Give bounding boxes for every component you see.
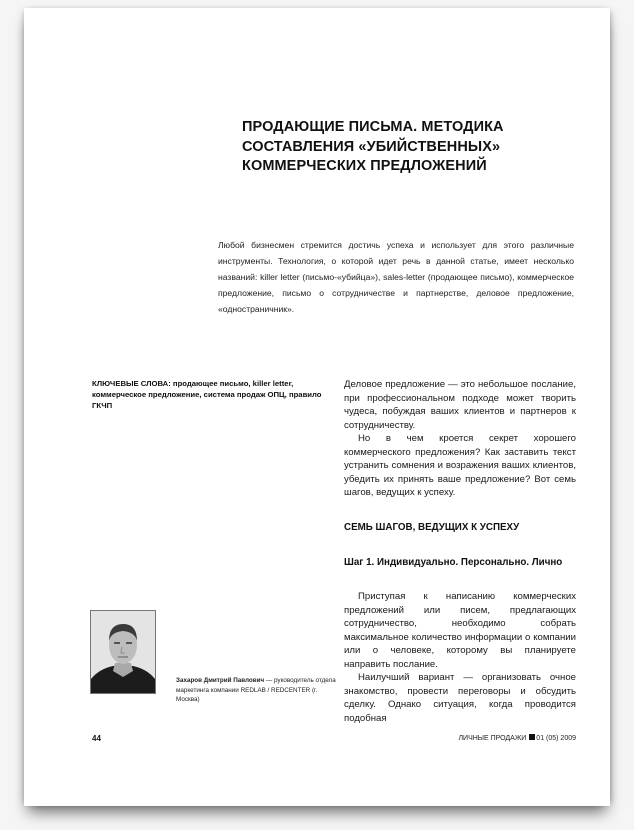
article-lead: Любой бизнесмен стремится достичь успеха и использует для этого различные инструменты. Технология, о которой идет речь в данной статье, имеет несколько названий: killer letter (письмо-«убийца»), sales-letter (продающее письмо), коммерческое предложение, письмо о сотрудничестве и партнерстве, деловое предложение, «одностраничник». — [218, 240, 574, 315]
section-heading: СЕМЬ ШАГОВ, ВЕДУЩИХ К УСПЕХУ — [344, 522, 520, 533]
title-line-2: СОСТАВЛЕНИЯ «УБИЙСТВЕННЫХ» — [242, 138, 501, 155]
square-icon — [529, 734, 535, 740]
intro-paragraph-2: Но в чем кроется секрет хорошего коммерческого предложения? Как заставить текст устранить сомнения и возражения ваших клиентов, убедить их принять ваше предложение? Вот семь шагов, ведущих к успеху. — [344, 433, 576, 498]
author-name: Захаров Дмитрий Павлович — [176, 677, 265, 684]
step1-paragraph-1: Приступая к написанию коммерческих предложений или писем, предлагающих сотрудничество, необходимо собрать максимальное количество информации о компании или о человеке, которому вы планируете направить послание. — [344, 591, 576, 670]
author-role: — руководитель отдела маркетинга компании REDLAB / REDCENTER (г. Москва) — [176, 677, 336, 703]
author-caption — [176, 676, 336, 705]
article-title — [242, 118, 562, 177]
title-line-3: КОММЕРЧЕСКИХ ПРЕДЛОЖЕНИЙ — [242, 158, 487, 174]
page-number: 44 — [92, 734, 101, 743]
intro-paragraph-1: Деловое предложение — это небольшое послание, при профессиональном подходе может творить чудеса, побуждая ваших клиентов и партнеров к сотрудничеству. — [344, 379, 576, 431]
step1-paragraph-2: Наилучший вариант — организовать очное знакомство, провести переговоры и обсудить сделку. Однако ситуация, когда проводится подобная — [344, 672, 576, 724]
journal-footer — [440, 734, 576, 742]
step1-body — [344, 590, 576, 725]
author-portrait-icon — [91, 611, 155, 693]
journal-name: ЛИЧНЫЕ ПРОДАЖИ — [458, 735, 527, 742]
journal-issue: 01 (05) 2009 — [536, 735, 576, 742]
title-line-1: ПРОДАЮЩИЕ ПИСЬМА. МЕТОДИКА — [242, 119, 504, 135]
intro-column — [344, 378, 576, 500]
keywords-label: КЛЮЧЕВЫЕ СЛОВА: — [92, 379, 171, 388]
keywords-block — [92, 378, 327, 411]
author-photo — [90, 610, 156, 694]
keywords-text: продающее письмо, killer letter, коммерческое предложение, система продаж ОПЦ, правило ГКЧП — [92, 379, 322, 410]
step1-heading: Шаг 1. Индивидуально. Персонально. Лично — [344, 557, 563, 568]
